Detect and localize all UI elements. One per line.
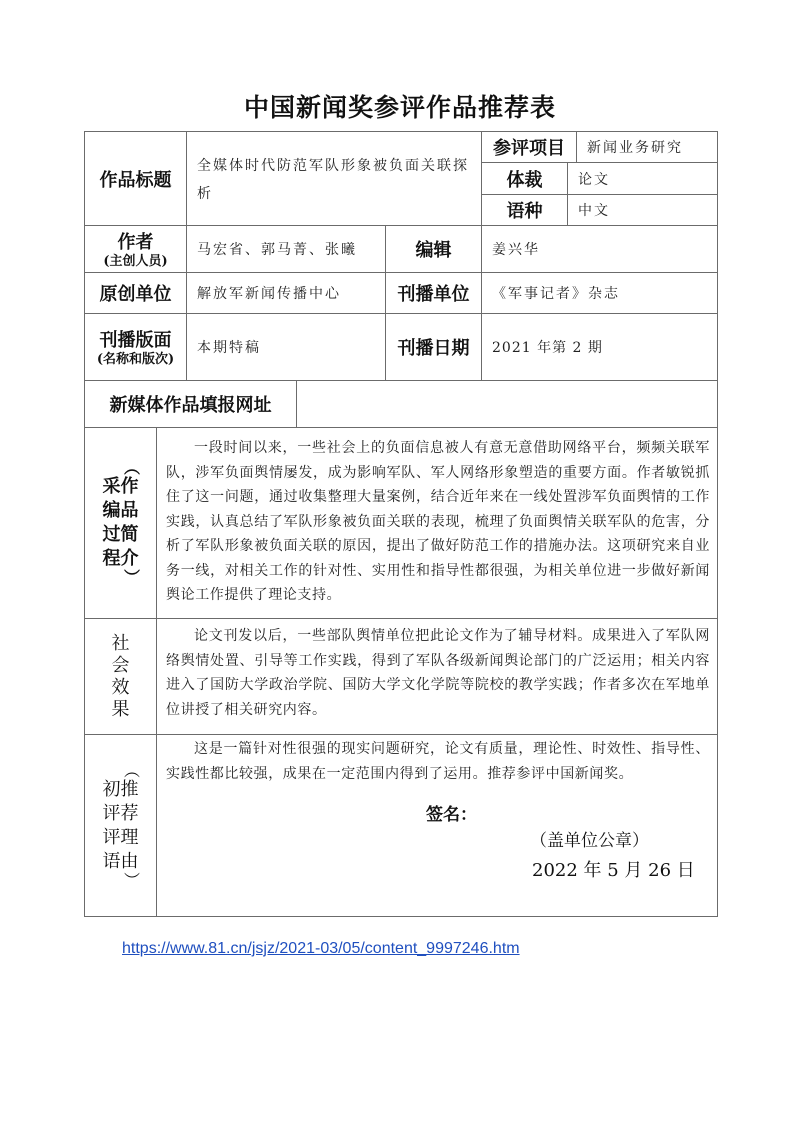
genre-label-cell	[481, 162, 568, 195]
seal-note: （盖单位公章）	[530, 831, 649, 851]
review-label-row: 评荐	[102, 802, 139, 824]
intro-label-row: 采作	[102, 476, 139, 497]
form-title: 中国新闻奖参评作品推荐表	[243, 93, 556, 122]
intro-text: 一段时间以来，一些社会上的负面信息被人有意无意借助网络平台，频频关联军队，涉军负面舆情屡发，成为影响军队、军人网络形象塑造的重要方面。作者敏锐抓住了这一问题，通过收集整理大量案例，结合近年来在一线处置涉军负面舆情的工作实践，认真总结了军队形象被负面关联的表现，梳理了负面舆情关联军队的危害，分析了军队形象被负面关联的原因，提出了做好防范工作的措施办法。这项研究来自业务一线，对相关工作的针对性、实用性和指导性都很强，为相关单位进一步做好新闻舆论工作提供了理论支持。	[166, 440, 710, 603]
page-value: 本期特稿	[197, 340, 261, 356]
work-title-value-cell	[186, 131, 482, 226]
intro-label-row: 过简	[102, 524, 139, 545]
language-value: 中文	[578, 203, 610, 219]
editor-label-cell	[385, 225, 482, 273]
author-value-cell	[186, 225, 386, 273]
url-label-cell	[84, 380, 297, 428]
review-date: 2022 年 5 月 26 日	[532, 860, 695, 881]
social-label-row: 果	[111, 698, 130, 720]
editor-label: 编辑	[415, 240, 452, 261]
intro-label-row: 程介	[102, 548, 139, 569]
review-text: 这是一篇针对性很强的现实问题研究，论文有质量，理论性、时效性、指导性、实践性都比较强，成果在一定范围内得到了运用。推荐参评中国新闻奖。	[166, 741, 710, 782]
social-label-cell	[84, 618, 157, 735]
origin-unit-label: 原创单位	[99, 284, 172, 305]
date-value-cell	[481, 313, 718, 381]
date-label-cell	[385, 313, 482, 381]
review-label-cell	[84, 734, 157, 917]
origin-unit-label-cell	[84, 272, 187, 314]
author-label-cell	[84, 225, 187, 273]
origin-unit-value-cell	[186, 272, 386, 314]
review-paren-open: ︵	[123, 760, 140, 780]
intro-label-row: 编品	[102, 500, 139, 521]
intro-paren-open: ︵	[123, 458, 140, 477]
page-label: 刊播版面	[99, 330, 172, 351]
author-value: 马宏省、郭马菁、张曦	[197, 242, 357, 258]
genre-label: 体裁	[506, 169, 543, 191]
publish-unit-value: 《军事记者》杂志	[492, 286, 620, 302]
language-value-cell	[567, 194, 718, 226]
social-label-row: 效	[111, 676, 130, 698]
source-link[interactable]: https://www.81.cn/jsjz/2021-03/05/content_9997246.htm	[122, 940, 520, 957]
review-label-row: 初推	[102, 778, 139, 800]
page-value-cell	[186, 313, 386, 381]
editor-value: 姜兴华	[492, 242, 540, 258]
url-value-cell[interactable]	[296, 380, 718, 428]
publish-unit-label: 刊播单位	[397, 284, 470, 305]
category-value-cell	[576, 131, 718, 163]
page-sublabel: (名称和版次)	[96, 352, 175, 367]
author-sublabel: (主创人员)	[103, 254, 168, 269]
origin-unit-value: 解放军新闻传播中心	[197, 286, 341, 302]
genre-value: 论文	[578, 171, 610, 188]
date-label: 刊播日期	[397, 338, 470, 359]
review-label-row: 评理	[102, 826, 139, 848]
review-label-row: 语由	[102, 850, 139, 872]
category-label-cell	[481, 131, 577, 163]
intro-paren-close: ︶	[123, 568, 140, 587]
publish-unit-label-cell	[385, 272, 482, 314]
social-text: 论文刊发以后，一些部队舆情单位把此论文作为了辅导材料。成果进入了军队网络舆情处置、引导等工作实践，得到了军队各级新闻舆论部门的广泛运用；相关内容进入了国防大学政治学院、国防大学文化学院等院校的教学实践；作者多次在军地单位讲授了相关研究内容。	[166, 628, 710, 718]
work-title-label-cell	[84, 131, 187, 226]
editor-value-cell	[481, 225, 718, 273]
category-label: 参评项目	[493, 138, 565, 159]
page-label-cell	[84, 313, 187, 381]
social-label-row: 社	[111, 632, 130, 654]
review-paren-close: ︶	[123, 870, 140, 890]
language-label-cell	[481, 194, 568, 226]
author-label: 作者	[117, 232, 154, 253]
signature-label: 签名：	[426, 805, 477, 825]
intro-label-cell	[84, 427, 157, 619]
date-value: 2021 年第 2 期	[492, 340, 603, 356]
work-title-label: 作品标题	[99, 169, 172, 191]
language-label: 语种	[506, 201, 543, 222]
publish-unit-value-cell	[481, 272, 718, 314]
work-title-value: 全媒体时代防范军队形象被负面关联探析	[197, 158, 469, 202]
genre-value-cell	[567, 162, 718, 195]
social-label-row: 会	[111, 654, 130, 676]
category-value: 新闻业务研究	[587, 140, 683, 156]
url-label: 新媒体作品填报网址	[109, 395, 272, 416]
